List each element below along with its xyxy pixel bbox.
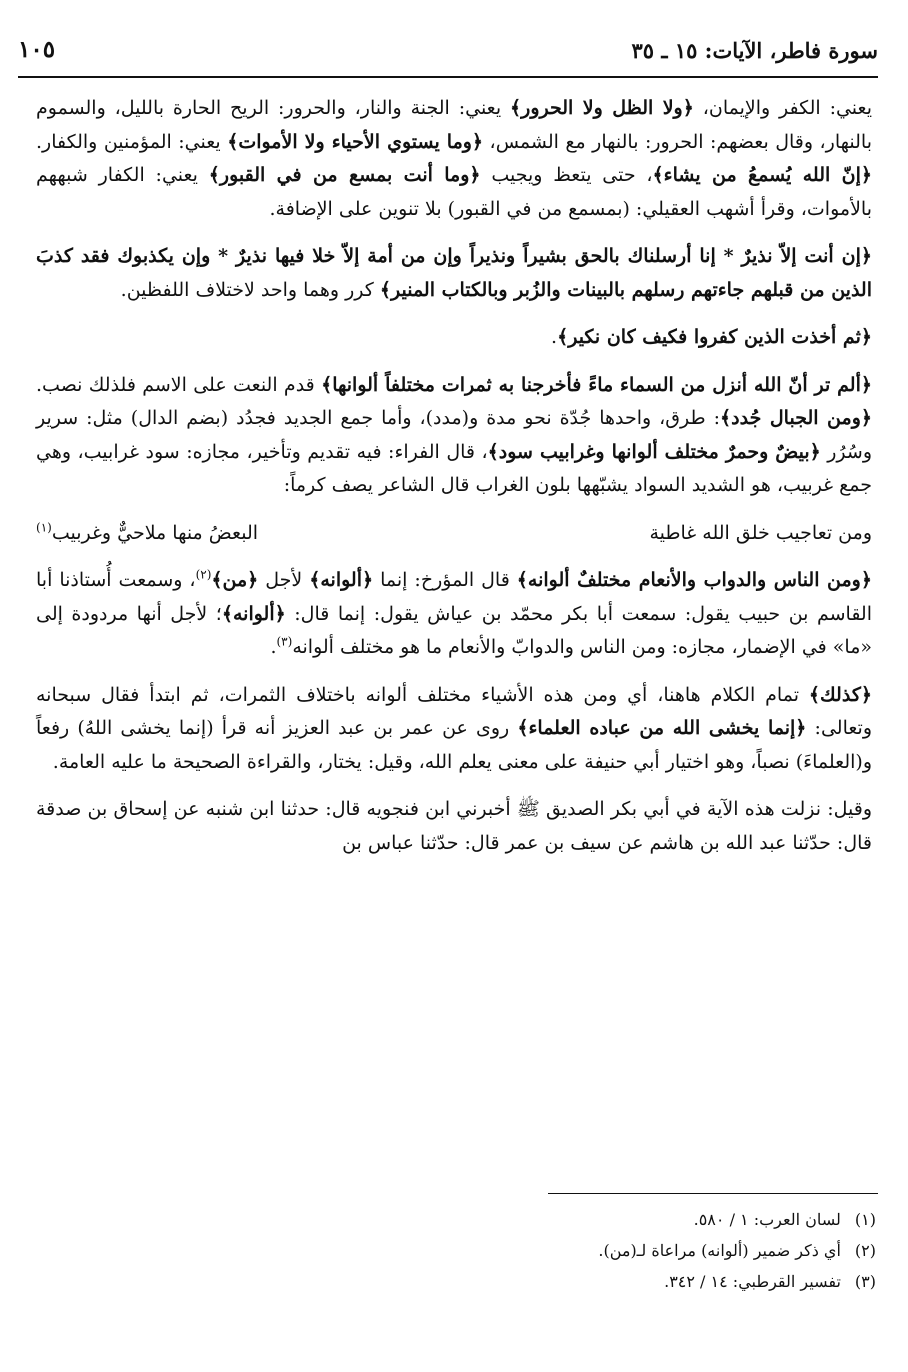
paragraph-4 — [36, 369, 872, 503]
text-run: تمام الكلام هاهنا، أي ومن هذه الأشياء مختلف ألوانه باختلاف الثمرات، ثم ابتدأ فقال سبحانه وتعالى: — [36, 683, 872, 739]
footnote-number: (٢) — [854, 1241, 876, 1260]
header-title: سورة فاطر، الآيات: ١٥ ـ ٣٥ — [631, 38, 878, 63]
text-run: قدم النعت على الاسم فلذلك نصب. — [36, 373, 322, 396]
verse-hemistich-2 — [36, 517, 258, 551]
text-run: روى عن عمر بن عبد العزيز أنه قرأ (إنما يخشى اللهُ) رفعاً و(العلماءَ) نصباً، وهو اختيار أبي حنيفة على معنى يعلم الله، وقيل: يختار، والقراءة الصحيحة ما عليه العامة. — [36, 717, 872, 773]
poetry-verse — [36, 517, 872, 551]
text-run: يعني: المؤمنين والكفار. — [36, 130, 228, 153]
footnote-ref: (٣) — [276, 634, 293, 649]
text-run: ، قال الفراء: فيه تقديم وتأخير، مجازه: سود غرابيب، وهي جمع غربيب، هو الشديد السواد يشبّهها بلون الغراب قال الشاعر يصف كرماً: — [36, 440, 872, 496]
quran-quote: ﴿بيضٌ وحمرٌ مختلف ألوانها وغرابيب سود﴾ — [487, 440, 821, 463]
paragraph-5 — [36, 564, 872, 665]
paragraph-3 — [36, 321, 872, 355]
text-run: يعني: الكفار شبههم بالأموات، وقرأ أشهب العقيلي: (بمسمع من في القبور) بلا تنوين على الإضافة. — [36, 164, 872, 220]
verse-hemistich-1: ومن تعاجيب خلق الله غاطية — [649, 521, 872, 544]
quran-quote: ﴿ومن الجبال جُدد﴾ — [720, 407, 873, 429]
quran-quote: ﴿من﴾ — [211, 569, 259, 591]
quran-quote: ﴿ألوانه﴾ — [309, 569, 374, 591]
quran-quote: ﴿ولا الظل ولا الحرور﴾ — [510, 97, 694, 119]
footnote-rule — [548, 1193, 878, 1194]
paragraph-6 — [36, 679, 872, 780]
text-run: . — [551, 326, 558, 348]
text-run: لأجل — [258, 569, 310, 591]
footnote-number: (١) — [854, 1210, 876, 1229]
text-run: : طرق، واحدها جُدّة نحو مدة و(مدد)، وأما جمع الجديد فجدُد (بضم الدال) مثل: سرير وسُرُر — [36, 407, 872, 463]
footnote-item — [36, 1204, 876, 1235]
footnote-text: لسان العرب: ١ / ٥٨٠. — [693, 1210, 841, 1229]
main-text — [36, 92, 872, 874]
text-run: وقيل: نزلت هذه الآية في أبي بكر الصديق ﷺ أخبرني ابن فنجويه قال: حدثنا ابن شنبه عن إسحاق بن صدقة قال: حدّثنا عبد الله بن هاشم عن سيف بن عمر قال: حدّثنا عباس بن — [36, 798, 872, 854]
quran-quote: ﴿إنما يخشى الله من عباده العلماء﴾ — [517, 717, 807, 739]
quran-quote: ﴿ألم تر أنّ الله أنزل من السماء ماءً فأخرجنا به ثمرات مختلفاً ألوانها﴾ — [321, 373, 872, 396]
footnote-item — [36, 1235, 876, 1266]
text-run: يعني: الكفر والإيمان، — [693, 97, 872, 119]
text-run: ، وسمعت أُستاذنا أبا القاسم بن حبيب يقول: سمعت أبا بكر محمّد بن عياش يقول: إنما قال: — [36, 569, 873, 625]
page-number: ١٠٥ — [18, 36, 56, 63]
footnote-item — [36, 1266, 876, 1297]
text-run: البعضُ منها ملاحيٌّ وغربيب — [51, 521, 259, 544]
quran-quote: ﴿وما يستوي الأحياء ولا الأموات﴾ — [227, 130, 484, 153]
paragraph-2 — [36, 240, 872, 307]
footnote-text: أي ذكر ضمير (ألوانه) مراعاة لـ(من). — [598, 1241, 841, 1260]
quran-quote: ﴿إن أنت إلاّ نذيرٌ * إنا أرسلناك بالحق بشيراً ونذيراً وإن من أمة إلاّ خلا فيها نذيرٌ * وإن يكذبوك فقد كذبَ الذين من قبلهم جاءتهم رسلهم بالبينات والزُبر وبالكتاب المنير﴾ — [36, 245, 872, 301]
text-run: ، حتى يتعظ ويجيب — [480, 164, 653, 186]
quran-quote: ﴿ثم أخذت الذين كفروا فكيف كان نكير﴾ — [557, 326, 872, 348]
footnote-ref: (٢) — [195, 567, 212, 582]
header-rule — [18, 76, 878, 78]
footnote-number: (٣) — [854, 1272, 876, 1291]
paragraph-1 — [36, 92, 872, 226]
text-run: كرر وهما واحد لاختلاف اللفظين. — [120, 278, 380, 301]
quran-quote: ﴿وما أنت بمسع من في القبور﴾ — [208, 164, 481, 186]
footnotes — [36, 1204, 876, 1297]
footnote-ref: (١) — [36, 520, 52, 535]
footnote-text: تفسير القرطبي: ١٤ / ٣٤٢. — [664, 1272, 841, 1291]
text-run: ؛ لأجل أنها مردودة إلى «ما» في الإضمار، مجازه: ومن الناس والدوابّ والأنعام ما هو مختلف ألوانه — [36, 602, 872, 658]
text-run: يعني: الجنة والنار، والحرور: الريح الحارة بالليل، والسموم بالنهار، وقال بعضهم: الحرور: بالنهار مع الشمس، — [36, 97, 873, 153]
quran-quote: ﴿ألوانه﴾ — [221, 602, 286, 625]
quran-quote: ﴿ومن الناس والدواب والأنعام مختلفٌ ألوانه﴾ — [516, 569, 872, 591]
paragraph-7 — [36, 793, 872, 860]
text-run: . — [270, 636, 277, 658]
text-run: قال المؤرخ: إنما — [373, 569, 517, 591]
running-header — [18, 30, 878, 74]
quran-quote: ﴿إنّ الله يُسمعُ من يشاء﴾ — [652, 164, 872, 186]
quran-quote: ﴿كذلك﴾ — [808, 683, 872, 706]
